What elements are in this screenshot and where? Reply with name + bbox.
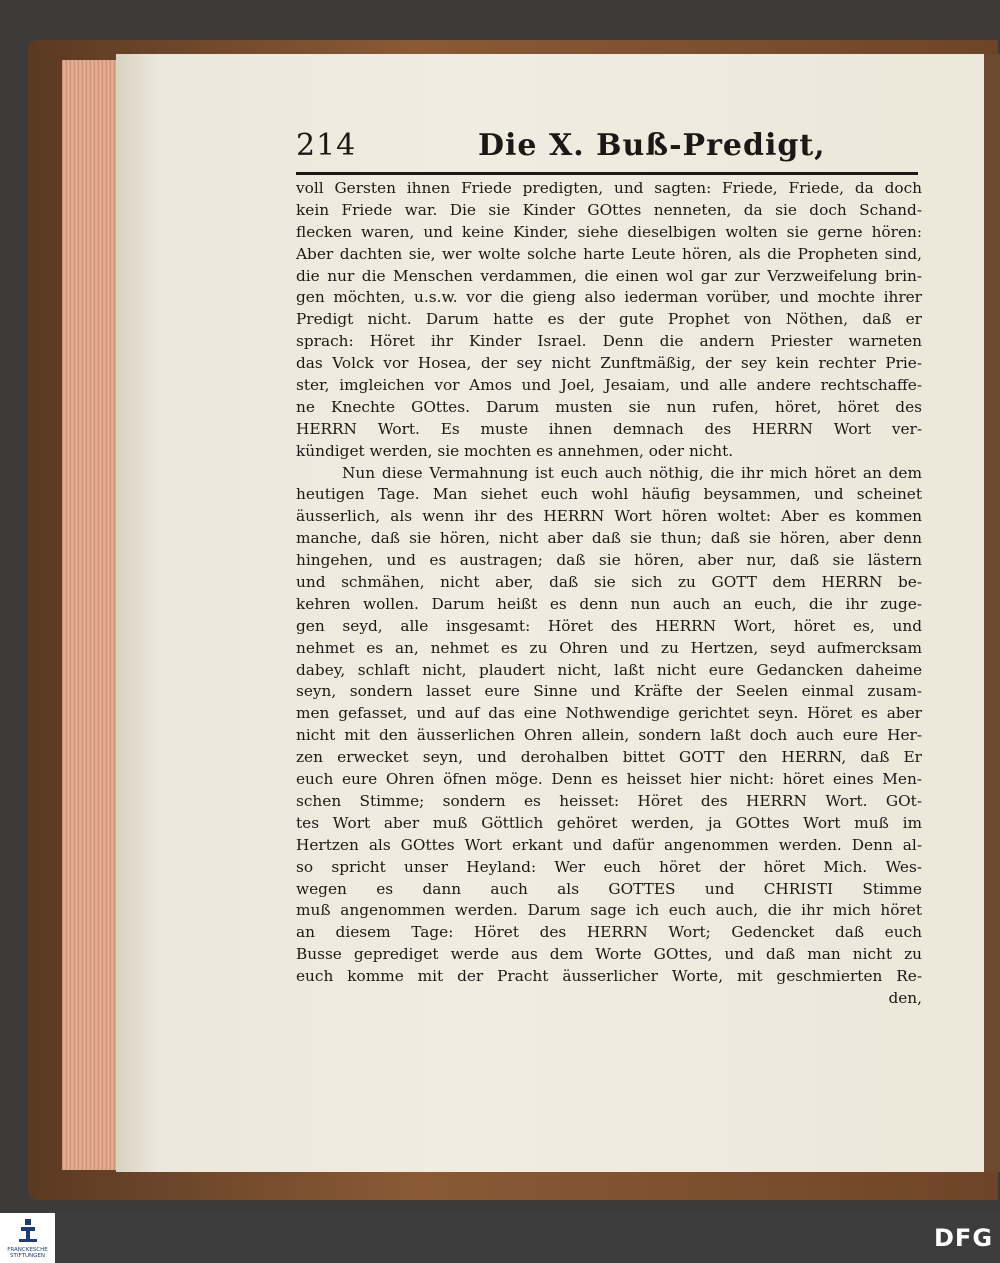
text-line: hingehen, und es austragen; daß sie hören, aber nur, daß sie lästern [296,551,922,570]
text-line: schen Stimme; sondern es heisset: Höret des HERRN Wort. GOt- [296,791,922,810]
page-edge [62,60,120,1170]
binding-strip [984,54,1000,1172]
text-line: euch eure Ohren öfnen möge. Denn es heisset hier nicht: höret eines Men- [296,770,922,789]
text-line: muß angenommen werden. Darum sage ich euch auch, die ihr mich höret [296,901,922,920]
body-text [296,178,922,1010]
text-line: flecken waren, und keine Kinder, siehe dieselbigen wolten sie gerne hören: [296,222,922,241]
text-line: HERRN Wort. Es muste ihnen demnach des HERRN Wort ver- [296,419,922,438]
text-line: euch komme mit der Pracht äusserlicher Worte, mit geschmierten Re- [296,967,922,986]
text-line: kündiget werden, sie mochten es annehmen, oder nicht. [296,441,734,460]
dfg-logo[interactable]: DFG [934,1224,994,1252]
text-line: heutigen Tage. Man siehet euch wohl häufig beysammen, und scheinet [296,485,922,504]
francke-emblem-icon [19,1219,37,1243]
text-line: so spricht unser Heyland: Wer euch höret der höret Mich. Wes- [296,857,922,876]
page-header [296,128,916,168]
text-line: ne Knechte GOttes. Darum musten sie nun rufen, höret, höret des [296,397,922,416]
text-line: gen möchten, u.s.w. vor die gieng also iederman vorüber, und mochte ihrer [296,288,922,307]
catchword: den, [888,988,922,1007]
text-line: wegen es dann auch als GOTTES und CHRISTI Stimme [296,879,922,898]
text-line: Predigt nicht. Darum hatte es der gute Prophet von Nöthen, daß er [296,310,922,329]
text-line: zen erwecket seyn, und derohalben bittet GOTT den HERRN, daß Er [296,748,922,767]
francke-logo[interactable] [0,1213,55,1263]
header-rule [296,172,918,175]
text-line: seyn, sondern lasset eure Sinne und Kräfte der Seelen einmal zusam- [296,682,922,701]
text-line: Aber dachten sie, wer wolte solche harte Leute hören, als die Propheten sind, [296,244,922,263]
text-line: Busse geprediget werde aus dem Worte GOttes, und daß man nicht zu [296,945,922,964]
text-line: tes Wort aber muß Göttlich gehöret werden, ja GOttes Wort muß im [296,813,922,832]
text-line: gen seyd, alle insgesamt: Höret des HERRN Wort, höret es, und [296,616,922,635]
text-line: ster, imgleichen vor Amos und Joel, Jesaiam, und alle andere rechtschaffe- [296,376,922,395]
text-line: Nun diese Vermahnung ist euch auch nöthig, die ihr mich höret an dem [342,463,922,482]
text-line: men gefasset, und auf das eine Nothwendige gerichtet seyn. Höret es aber [296,704,922,723]
text-line: nicht mit den äusserlichen Ohren allein, sondern laßt doch auch eure Her- [296,726,922,745]
text-line: an diesem Tage: Höret des HERRN Wort; Gedencket daß euch [296,923,922,942]
page-number: 214 [296,128,357,163]
text-line: nehmet es an, nehmet es zu Ohren und zu Hertzen, seyd aufmercksam [296,638,922,657]
text-line: manche, daß sie hören, nicht aber daß sie thun; daß sie hören, aber denn [296,529,922,548]
text-line: voll Gersten ihnen Friede predigten, und sagten: Friede, Friede, da doch [296,179,922,197]
text-line: die nur die Menschen verdammen, die einen wol gar zur Verzweifelung brin- [296,266,922,285]
text-line: kehren wollen. Darum heißt es denn nun auch an euch, die ihr zuge- [296,594,922,613]
viewer-footer [0,1213,1000,1263]
text-line: sprach: Höret ihr Kinder Israel. Denn die andern Priester warneten [296,332,922,351]
logo-text: FRANCKESCHE STIFTUNGEN [7,1247,48,1259]
text-line: Hertzen als GOttes Wort erkant und dafür angenommen werden. Denn al- [296,835,922,854]
running-title: Die X. Buß-Predigt, [478,128,826,163]
text-line: kein Friede war. Die sie Kinder GOttes nenneten, da sie doch Schand- [296,200,922,219]
text-line: und schmähen, nicht aber, daß sie sich zu GOTT dem HERRN be- [296,573,922,592]
text-line: äusserlich, als wenn ihr des HERRN Wort hören woltet: Aber es kommen [296,507,922,526]
text-line: das Volck vor Hosea, der sey nicht Zunftmäßig, der sey kein rechter Prie- [296,354,922,373]
text-line: dabey, schlaft nicht, plaudert nicht, laßt nicht eure Gedancken daheime [296,660,922,679]
